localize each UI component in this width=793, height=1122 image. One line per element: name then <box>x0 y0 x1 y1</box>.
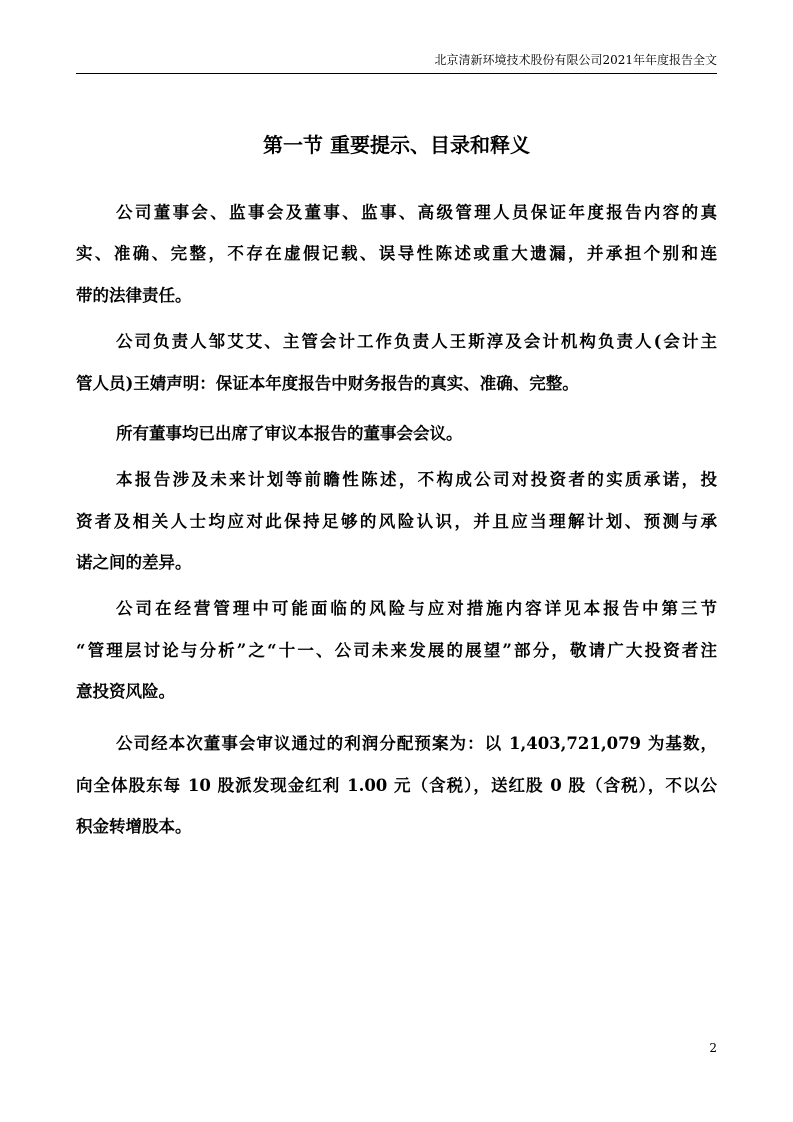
paragraph-line: 所有董事均已出席了审议本报告的董事会会议。 <box>116 424 463 443</box>
paragraph-line: 公司在经营管理中可能面临的风险与应对措施内容详见本报告中第三节 <box>116 599 717 618</box>
paragraph-line: “管理层讨论与分析”之“十一、公司未来发展的展望”部分，敬请广大投资者注 <box>76 641 717 660</box>
paragraph-line: 管人员)王婧声明：保证本年度报告中财务报告的真实、准确、完整。 <box>76 374 579 393</box>
header-divider <box>76 73 717 74</box>
running-header: 北京清新环境技术股份有限公司2021年年度报告全文 <box>434 53 717 67</box>
paragraph-line: 公司经本次董事会审议通过的利润分配预案为：以 1,403,721,079 为基数， <box>116 734 717 753</box>
paragraph-line: 资者及相关人士均应对此保持足够的风险认识，并且应当理解计划、预测与承 <box>76 512 717 531</box>
paragraph-line: 实、准确、完整，不存在虚假记载、误导性陈述或重大遗漏，并承担个别和连 <box>76 244 717 263</box>
paragraph-line: 带的法律责任。 <box>76 286 192 305</box>
page-number: 2 <box>709 1041 717 1055</box>
paragraph-line: 本报告涉及未来计划等前瞻性陈述，不构成公司对投资者的实质承诺，投 <box>116 470 717 489</box>
paragraph-line: 向全体股东每 10 股派发现金红利 1.00 元（含税），送红股 0 股（含税），不以公 <box>76 776 717 795</box>
paragraph-line: 积金转增股本。 <box>76 817 192 836</box>
paragraph-line: 公司负责人邹艾艾、主管会计工作负责人王斯淳及会计机构负责人(会计主 <box>116 332 717 351</box>
paragraph-line: 意投资风险。 <box>76 682 175 701</box>
paragraph-line: 公司董事会、监事会及董事、监事、高级管理人员保证年度报告内容的真 <box>116 203 717 222</box>
paragraph-line: 诺之间的差异。 <box>76 553 192 572</box>
section-title: 第一节 重要提示、目录和释义 <box>263 133 530 157</box>
